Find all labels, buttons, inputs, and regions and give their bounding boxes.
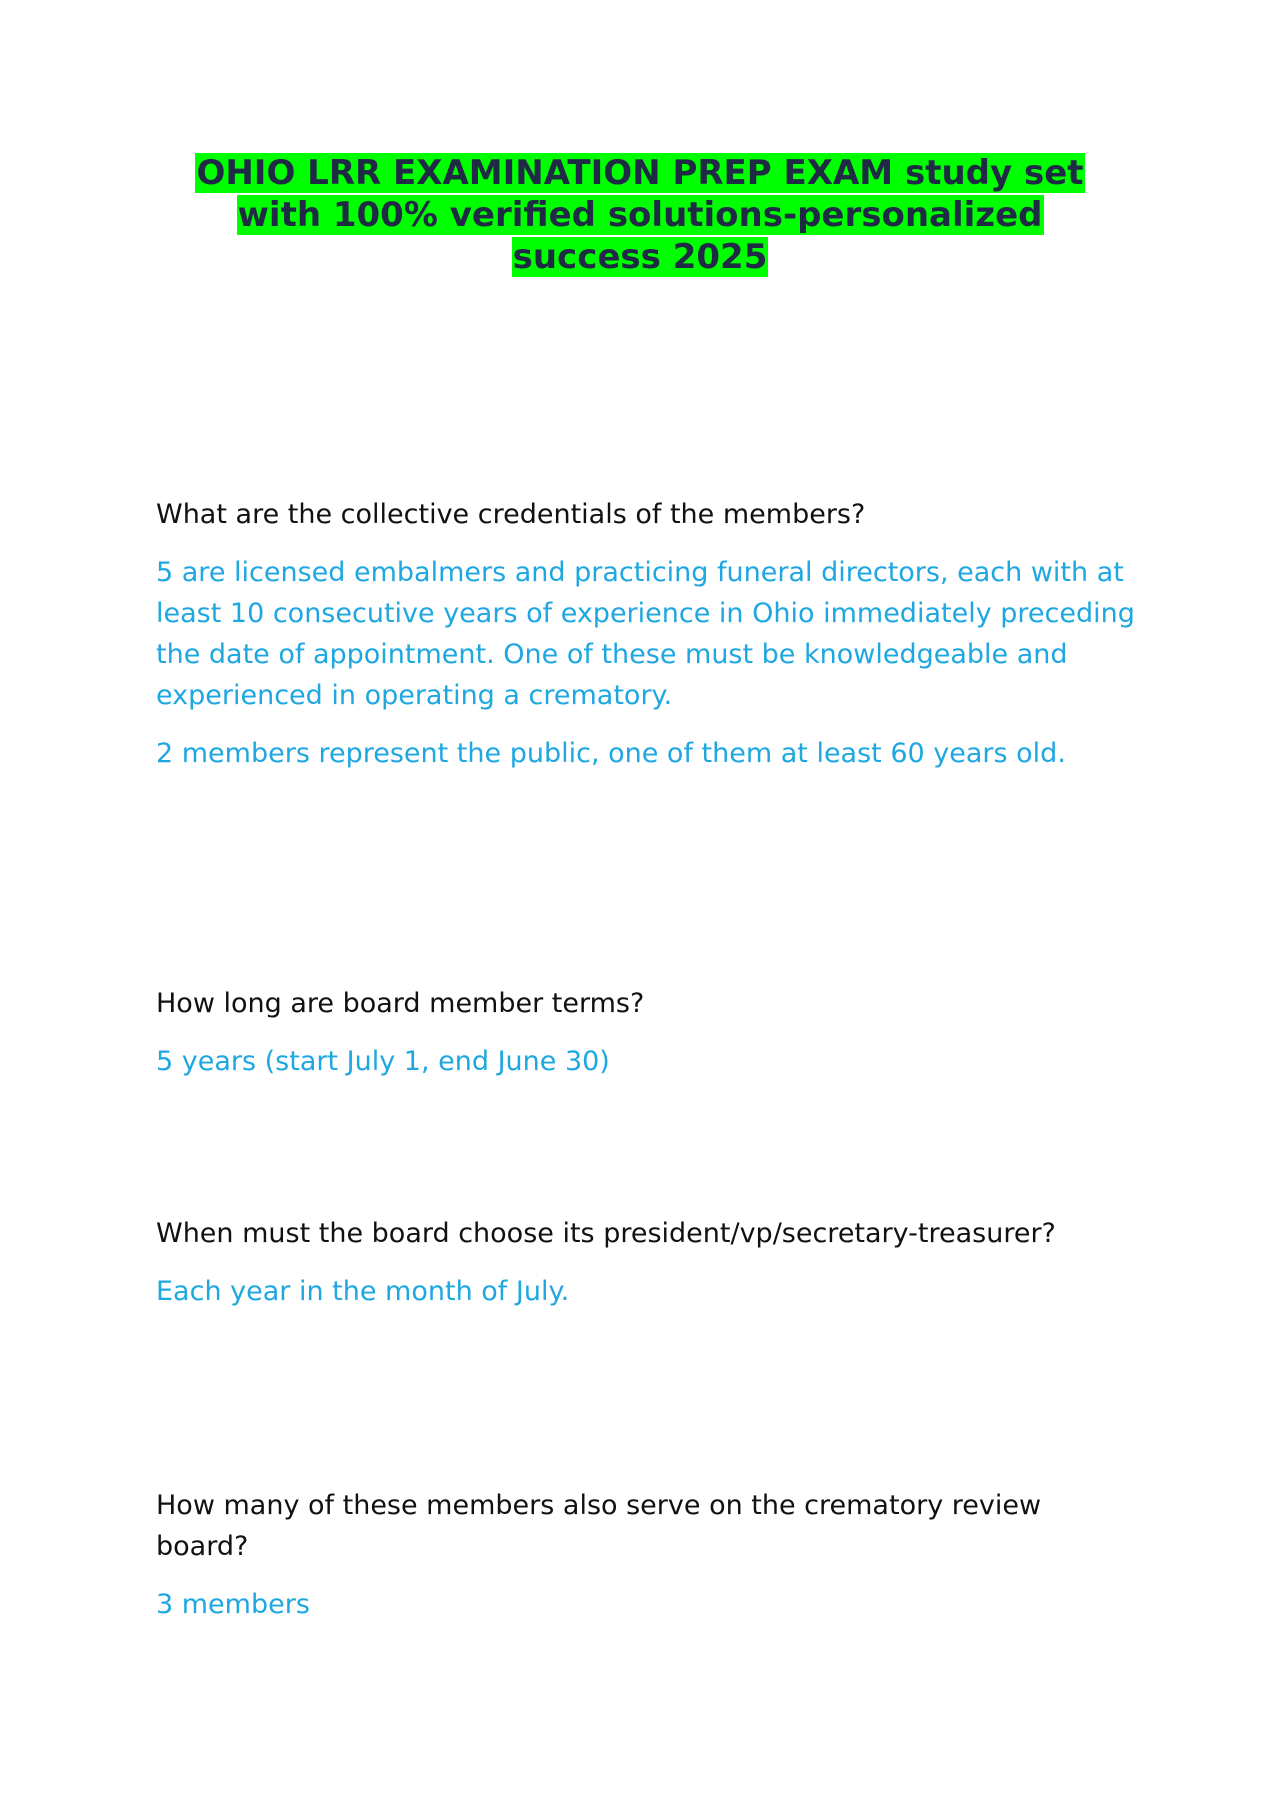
question-text: When must the board choose its president/vp/secretary-treasurer? <box>156 1218 1056 1249</box>
question-text: How long are board member terms? <box>156 988 645 1019</box>
question-text: What are the collective credentials of the members? <box>156 499 866 530</box>
question-text: How many of these members also serve on the crematory review board? <box>156 1490 1042 1562</box>
document-title <box>150 152 1130 278</box>
answer-text: 5 years (start July 1, end June 30) <box>156 1046 610 1077</box>
title-line: success 2025 <box>512 237 768 277</box>
answer-text: 3 members <box>156 1589 310 1620</box>
qa-item-crematory-board <box>156 1485 1136 1642</box>
answer-text: 2 members represent the public, one of them at least 60 years old. <box>156 738 1066 769</box>
answer-text: Each year in the month of July. <box>156 1276 570 1307</box>
qa-item-credentials <box>156 494 1136 791</box>
qa-item-officers <box>156 1213 1136 1329</box>
title-line: with 100% verified solutions-personalized <box>237 195 1043 235</box>
title-line: OHIO LRR EXAMINATION PREP EXAM study set <box>196 153 1084 193</box>
qa-item-terms <box>156 983 1136 1099</box>
answer-text: 5 are licensed embalmers and practicing funeral directors, each with at least 10 consecutive years of experience in Ohio immediately preceding the date of appointment. One of these must be knowledgeable and experienced in operating a crematory. <box>156 557 1135 711</box>
